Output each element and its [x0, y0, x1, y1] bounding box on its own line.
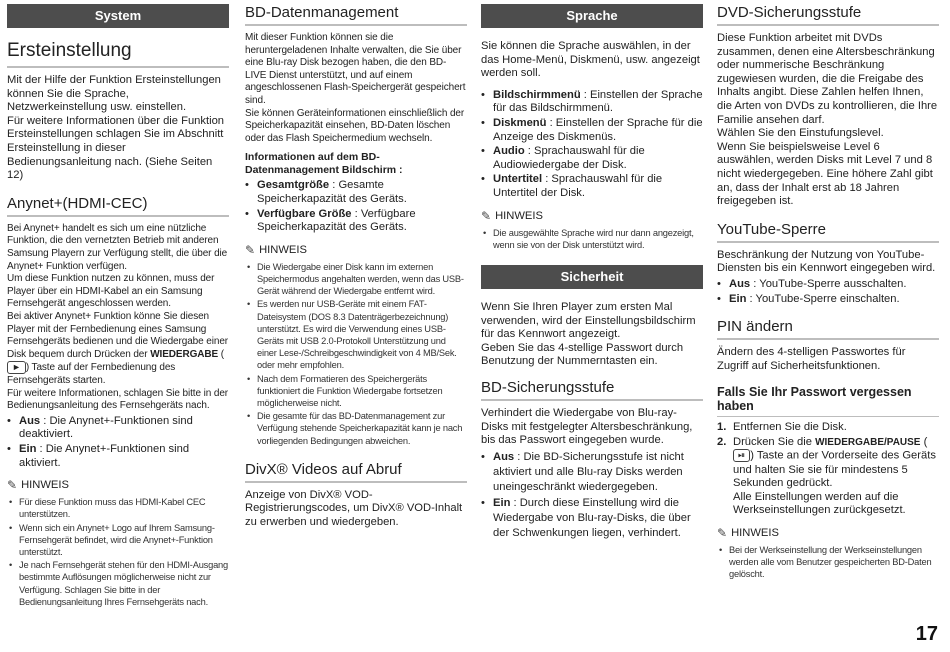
- notes-heading: ✎ HINWEIS: [7, 478, 69, 493]
- note-item: • Die gesamte für das BD-Datenmanagement zur Verfügung stehende Speicherkapazität kann je nach vorliegenden Bedingungen abweichen.: [245, 410, 467, 447]
- notes-list: [245, 261, 467, 447]
- heading-ersteinstellung: Ersteinstellung: [7, 40, 229, 68]
- column-bd-datenmanagement: [245, 4, 467, 530]
- heading-bd-datenmanagement: BD-Datenmanagement: [245, 4, 467, 26]
- anynet-p3b: ) Taste auf der Fernbedienung des Fernsehgeräts starten.: [7, 362, 176, 387]
- anynet-key-label: WIEDERGABE: [150, 348, 219, 360]
- section-bar-sicherheit: Sicherheit: [481, 265, 703, 289]
- note-item: • Nach dem Formatieren des Speichergeräts funktioniert die Funktion Wiedergabe fortsetzen möglicherweise nicht.: [245, 373, 467, 410]
- sprache-list: [481, 89, 703, 201]
- list-item: • Ein : Die Anynet+-Funktionen sind aktiviert.: [7, 443, 229, 470]
- ersteinstellung-intro-2: Für weitere Informationen über die Funktion Ersteinstellungen schlagen Sie im Abschnitt Ersteinstellung in dieser Bedienungsanleitung nach. (Siehe Seiten 12): [7, 114, 225, 182]
- step-item: 2. Drücken Sie die WIEDERGABE/PAUSE (⏯ ) Taste an der Vorderseite des Geräts und halten Sie sie für mindestens 5 Sekunden gedrückt. Alle Einstellungen werden auf die Werkseinstellungen zurückgesetzt.: [717, 435, 936, 517]
- bd-info-list: [245, 179, 467, 234]
- list-item: • Diskmenü : Einstellen der Sprache für die Anzeige des Diskmenüs.: [481, 117, 703, 144]
- heading-pin-aendern: PIN ändern: [717, 318, 939, 340]
- note-item: • Je nach Fernsehgerät stehen für den HDMI-Ausgang bestimmte Auflösungen möglicherweise nicht zur Verfügung. Schlagen Sie bitte in der Bedienungsanleitung Ihres Fernsehgeräts nach.: [7, 559, 229, 608]
- heading-anynet: Anynet+(HDMI-CEC): [7, 195, 229, 217]
- pencil-icon: ✎: [717, 525, 728, 540]
- notes-list: [481, 227, 703, 251]
- pencil-icon: ✎: [481, 208, 492, 223]
- ersteinstellung-intro: Mit der Hilfe der Funktion Ersteinstellungen können Sie die Sprache, Netzwerkeinstellung usw. einstellen.: [7, 74, 221, 114]
- sicherheit-p2: Geben Sie das 4-stellige Passwort durch Benutzung der Nummerntasten ein.: [481, 341, 684, 368]
- list-item: • Verfügbare Größe : Verfügbare Speicherkapazität des Geräts.: [245, 208, 467, 235]
- list-item: • Ein : YouTube-Sperre einschalten.: [717, 293, 939, 307]
- sicherheit-p1: Wenn Sie Ihren Player zum ersten Mal verwenden, wird der Einstellungsbildschirm für das Kennwort angezeigt.: [481, 300, 696, 341]
- notes-heading: ✎ HINWEIS: [245, 242, 307, 257]
- list-item: • Ein : Durch diese Einstellung wird die Wiedergabe von Blu-ray-Disks, die über der Schwenkungen liegen, verhindert.: [481, 496, 703, 541]
- divx-text: Anzeige von DivX® VOD-Registrierungscodes, um DivX® VOD-Inhalt zu erwerben und wiedergeben.: [245, 488, 463, 528]
- notes-heading: ✎ HINWEIS: [481, 208, 543, 223]
- note-item: • Es werden nur USB-Geräte mit einem FAT-Dateisystem (DOS 8.3 Datenträgerbezeichnung) unterstützt. Es wird die Verwendung eines USB-Geräts mit USB 2.0-Protokoll Unterstützung und einer Lese-/Schreibgeschwindigkeit von 4 MB/Sek. oder mehr empfohlen.: [245, 298, 467, 371]
- heading-passwort-vergessen: Falls Sie Ihr Passwort vergessen haben: [717, 385, 939, 417]
- bd-info-title: Informationen auf dem BD-Datenmanagement Bildschirm :: [245, 151, 403, 177]
- steps-list: [717, 421, 939, 518]
- notes-list: [717, 544, 939, 581]
- anynet-p3a: Bei aktiver Anynet+ Funktion könne Sie diesen Player mit der Fernbedienung eines Samsung Fernsehgeräts bedienen und die Wiedergabe einer Disk bequem durch Drücken der: [7, 310, 229, 360]
- key-label: WIEDERGABE/PAUSE: [815, 436, 921, 448]
- anynet-p3: Bei aktiver Anynet+ Funktion könne Sie diesen Player mit der Fernbedienung eines Samsung Fernsehgeräts bedienen und die Wiedergabe einer Disk bequem durch Drücken der WIEDERGABE (► ) Taste auf der Fernbedienung des Fernsehgeräts starten.: [7, 310, 229, 387]
- notes-list: [7, 496, 229, 608]
- dvd-p1: Diese Funktion arbeitet mit DVDs zusammen, denen eine Altersbeschränkung oder nummerische Beschränkung zugewiesen wurden, die die Freigabe des Inhalts angibt. Diese Zahlen helfen Ihnen, die Arten von DVDs zu kontrollieren, die Ihre Familie ansehen darf.: [717, 32, 938, 126]
- youtube-text: Beschränkung der Nutzung von YouTube-Diensten bis ein Kennwort eingegeben wird.: [717, 248, 936, 275]
- bd-data-p1: Mit dieser Funktion können sie die heruntergeladenen Inhalte verwalten, die Sie über eine Blu-ray Disk bezogen haben, die den BD-LIVE Dienst unterstützt, und auf einem angeschlossenen Flash-Speichergerät gespeichert sind.: [245, 32, 466, 106]
- note-item: • Die ausgewählte Sprache wird nur dann angezeigt, wenn sie von der Disk unterstützt wird.: [481, 227, 703, 251]
- sprache-intro: Sie können die Sprache auswählen, in der das Home-Menü, Diskmenü, usw. angezeigt werden soll.: [481, 40, 700, 80]
- youtube-list: [717, 278, 939, 306]
- list-item: • Aus : Die BD-Sicherungsstufe ist nicht aktiviert und alle Blu-ray Disks werden uneingeschränkt wiedergegeben.: [481, 450, 703, 495]
- note-item: • Wenn sich ein Anynet+ Logo auf Ihrem Samsung-Fernsehgerät befindet, wird die Anynet+-Funktion unterstützt.: [7, 522, 229, 559]
- list-item: • Untertitel : Sprachauswahl für die Untertitel der Disk.: [481, 173, 703, 200]
- note-item: • Bei der Werkseinstellung der Werkseinstellungen werden alle vom Benutzer gespeicherten BD-Daten gelöscht.: [717, 544, 939, 581]
- pencil-icon: ✎: [7, 478, 18, 493]
- heading-youtube-sperre: YouTube-Sperre: [717, 221, 939, 243]
- note-item: • Die Wiedergabe einer Disk kann im externen Speichermodus angehalten werden, wenn das USB-Gerät während der Wiedergabe entfernt wird.: [245, 261, 467, 298]
- pencil-icon: ✎: [245, 242, 256, 257]
- anynet-p1: Bei Anynet+ handelt es sich um eine nützliche Funktion, die den vernetzten Betrieb mit anderen Samsung Playern zur Verfügung stellt, die über die Anynet+ Funktion verfügen.: [7, 222, 228, 272]
- page-number: 17: [915, 623, 938, 645]
- heading-bd-sicherungsstufe: BD-Sicherungsstufe: [481, 379, 703, 401]
- column-sprache: [481, 4, 703, 542]
- bd-sicherung-text: Verhindert die Wiedergabe von Blu-ray-Disks mit festgelegter Altersbeschränkung, bis das Passwort eingegeben wurde.: [481, 406, 693, 447]
- play-pause-icon: ⏯: [733, 449, 750, 462]
- dvd-p2: Wählen Sie den Einstufungslevel.: [717, 127, 884, 140]
- pin-text: Ändern des 4-stelligen Passwortes für Zugriff auf Sicherheitsfunktionen.: [717, 346, 906, 372]
- list-item: • Bildschirmmenü : Einstellen der Sprache für das Bildschirmmenü.: [481, 89, 703, 116]
- notes-heading: ✎ HINWEIS: [717, 525, 779, 540]
- step-item: 1. Entfernen Sie die Disk.: [717, 421, 847, 434]
- play-icon: ►: [7, 361, 26, 374]
- list-item: • Aus : Die Anynet+-Funktionen sind deaktiviert.: [7, 415, 229, 442]
- anynet-options: [7, 415, 229, 470]
- heading-divx: DivX® Videos auf Abruf: [245, 461, 467, 483]
- bd-sicherung-list: [481, 450, 703, 541]
- list-item: • Aus : YouTube-Sperre ausschalten.: [717, 278, 939, 292]
- note-item: • Für diese Funktion muss das HDMI-Kabel CEC unterstützen.: [7, 496, 229, 520]
- section-bar-system: System: [7, 4, 229, 28]
- column-system: [7, 4, 229, 609]
- list-item: • Audio : Sprachauswahl für die Audiowiedergabe der Disk.: [481, 145, 703, 172]
- section-bar-sprache: Sprache: [481, 4, 703, 28]
- column-dvd-sicherung: [717, 4, 939, 582]
- anynet-p4: Für weitere Informationen, schlagen Sie bitte in der Bedienungsanleitung des Fernsehgeräts nach.: [7, 387, 229, 412]
- anynet-p2: Um diese Funktion nutzen zu können, muss der Player über ein HDMI-Kabel an ein Samsung Fernsehgerät angeschlossen werden.: [7, 273, 215, 310]
- heading-dvd-sicherungsstufe: DVD-Sicherungsstufe: [717, 4, 939, 26]
- bd-data-p2: Sie können Geräteinformationen einschließlich der Speicherkapazität einsehen, BD-Daten löschen oder das Flash Speichermedium wechseln.: [245, 107, 465, 144]
- list-item: • Gesamtgröße : Gesamte Speicherkapazität des Geräts.: [245, 179, 467, 206]
- dvd-p3: Wenn Sie beispielsweise Level 6 auswählen, werden Disks mit Level 7 und 8 nicht wiedergegeben. Eine höhere Zahl gibt an, dass der Inhalt erst ab 18 Jahren freigegeben ist.: [717, 140, 933, 208]
